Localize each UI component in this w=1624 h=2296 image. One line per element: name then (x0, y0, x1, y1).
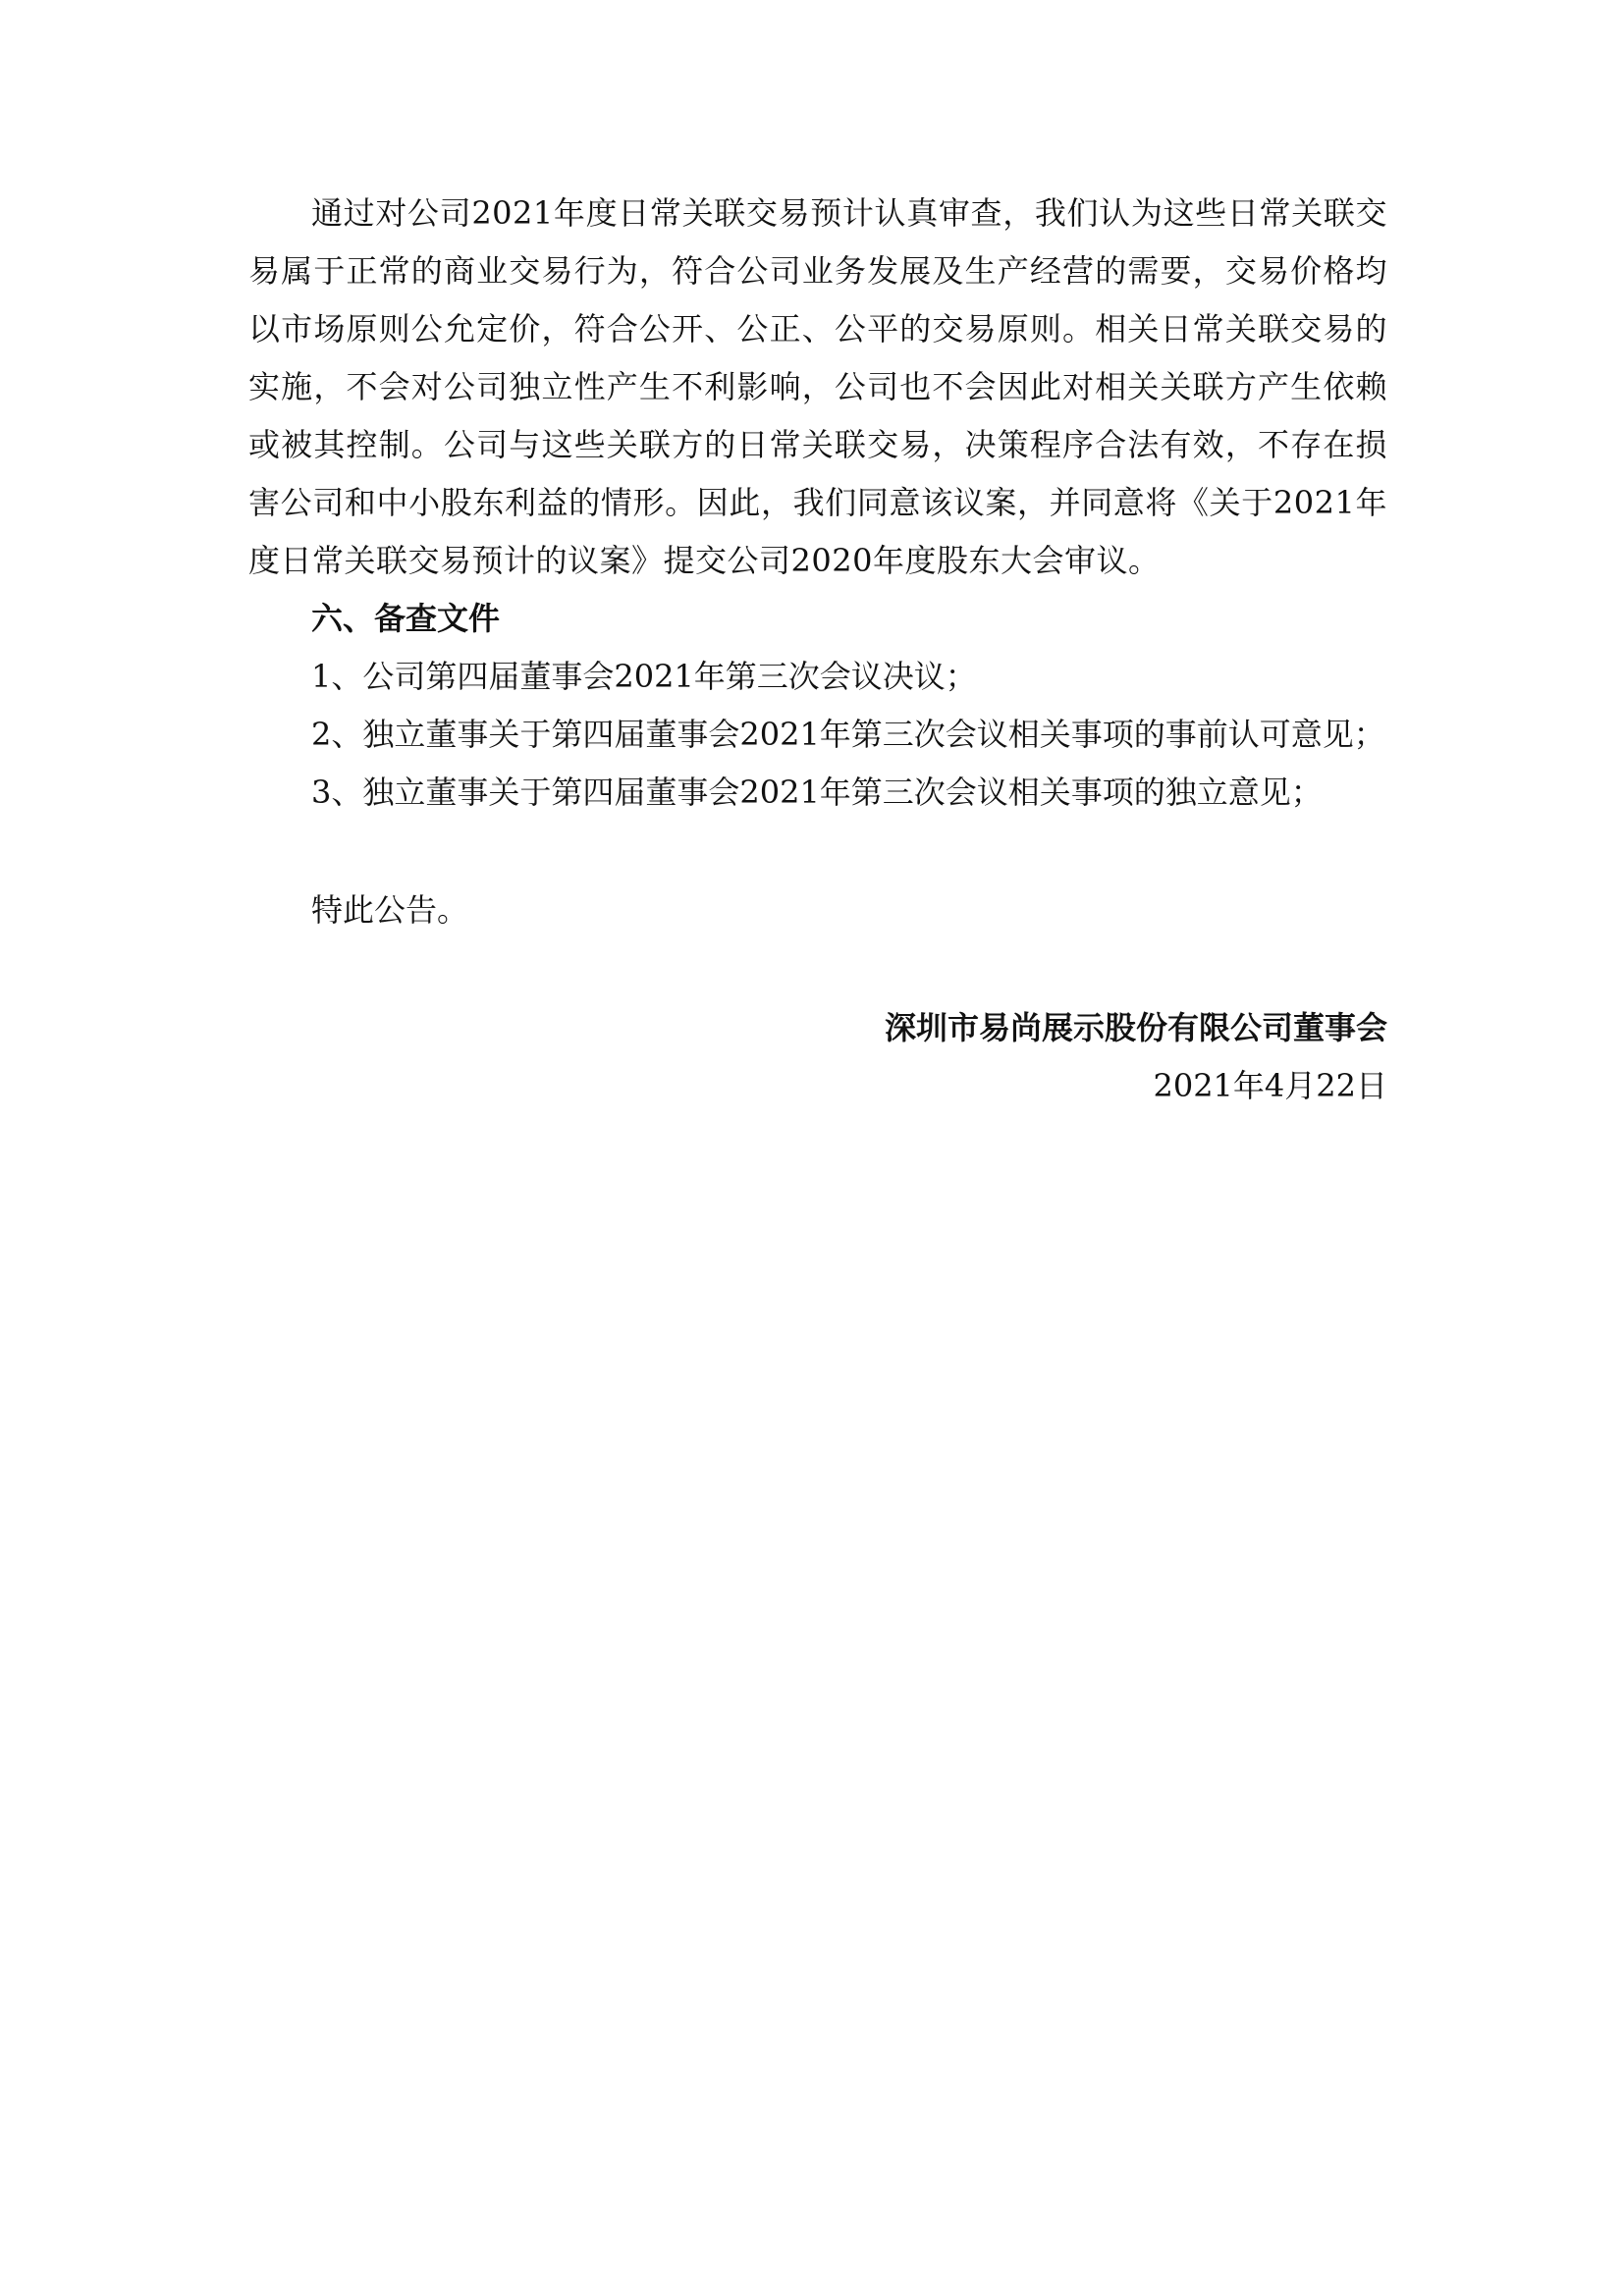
document-content (248, 185, 1387, 1115)
review-paragraph: 通过对公司2021年度日常关联交易预计认真审查，我们认为这些日常关联交易属于正常的商业交易行为，符合公司业务发展及生产经营的需要，交易价格均以市场原则公允定价，符合公开、公正、公平的交易原则。相关日常关联交易的实施，不会对公司独立性产生不利影响，公司也不会因此对相关关联方产生依赖或被其控制。公司与这些关联方的日常关联交易，决策程序合法有效，不存在损害公司和中小股东利益的情形。因此，我们同意该议案，并同意将《关于2021年度日常关联交易预计的议案》提交公司2020年度股东大会审议。 (248, 194, 1387, 579)
reference-file-item: 1、公司第四届董事会2021年第三次会议决议； (311, 658, 977, 695)
signature-date: 2021年4月22日 (1153, 1067, 1387, 1104)
section-heading-reference-files: 六、备查文件 (311, 600, 501, 637)
reference-file-item: 2、独立董事关于第四届董事会2021年第三次会议相关事项的事前认可意见； (311, 716, 1385, 753)
reference-file-item: 3、独立董事关于第四届董事会2021年第三次会议相关事项的独立意见； (311, 774, 1323, 811)
signature-board: 深圳市易尚展示股份有限公司董事会 (884, 1009, 1387, 1046)
closing-statement: 特此公告。 (311, 891, 469, 929)
